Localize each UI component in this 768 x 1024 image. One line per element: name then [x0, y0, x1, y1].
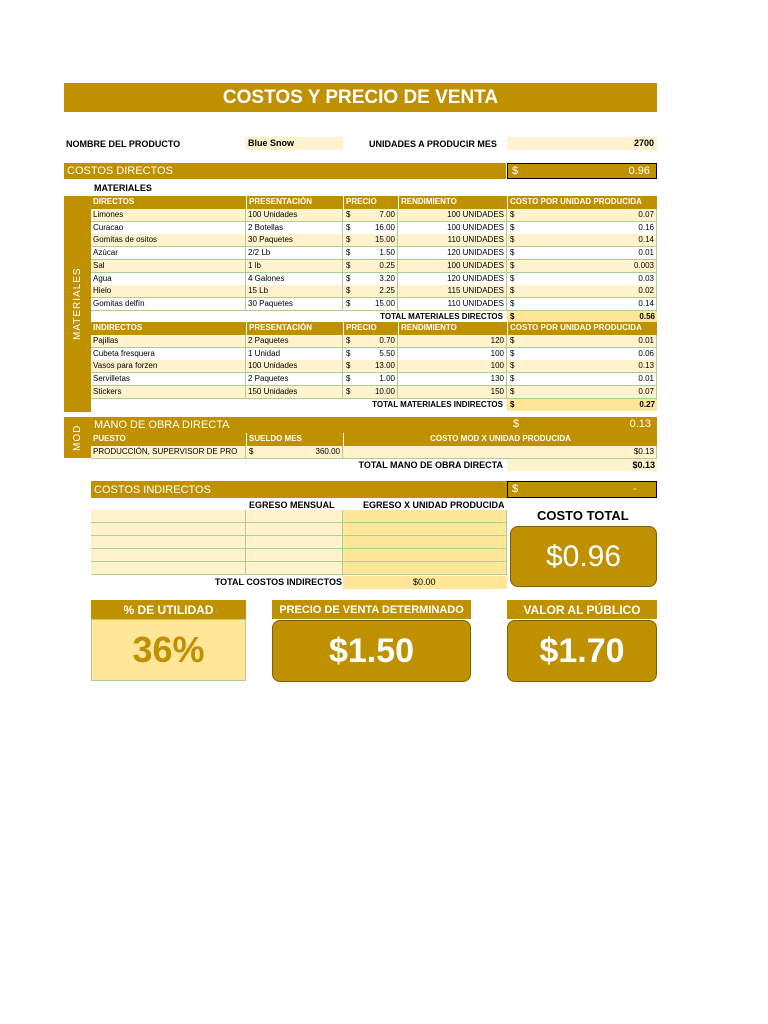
- currency-symbol: $: [249, 447, 254, 456]
- presentacion-cell[interactable]: 2 Paquetes: [246, 373, 343, 386]
- costos-indirectos-value: -: [633, 483, 637, 495]
- col-header-item: DIRECTOS: [91, 196, 246, 209]
- col-header-precio: PRECIO: [343, 196, 398, 209]
- item-cell[interactable]: Gomitas de ositos: [91, 234, 246, 247]
- currency-symbol: $: [346, 260, 351, 270]
- units-field[interactable]: 2700: [507, 137, 657, 150]
- costo-value: 0.01: [638, 336, 654, 345]
- ci-egreso-unidad-cell: [343, 562, 507, 575]
- presentacion-cell[interactable]: 150 Unidades: [246, 386, 343, 399]
- precio-value: 16.00: [374, 222, 395, 232]
- precio-value: 1.50: [379, 248, 395, 258]
- mod-total-value: $0.13: [507, 459, 657, 471]
- ci-egreso-unidad-cell: [343, 536, 507, 549]
- costo-cell: [507, 373, 657, 386]
- currency-symbol: $: [346, 298, 351, 308]
- currency-symbol: $: [510, 222, 515, 232]
- precio-value: 10.00: [374, 386, 395, 396]
- costos-indirectos-label: COSTOS INDIRECTOS: [91, 481, 507, 498]
- currency-symbol: $: [346, 273, 351, 283]
- rendimiento-cell[interactable]: 100: [398, 360, 507, 373]
- currency-symbol: $: [346, 336, 351, 345]
- costos-directos-value: 0.96: [628, 165, 650, 177]
- ci-egreso-unidad-cell: [343, 549, 507, 562]
- costo-value: 0.14: [638, 235, 654, 245]
- directos-table: [91, 196, 657, 326]
- currency-symbol: $: [510, 210, 515, 219]
- col-header-rendimiento: RENDIMIENTO: [398, 322, 507, 335]
- col-header-precio: PRECIO: [343, 322, 398, 335]
- currency-symbol: $: [510, 298, 515, 308]
- currency-symbol: $: [513, 418, 520, 430]
- col-header-sueldo: SUELDO MES: [246, 433, 343, 446]
- precio-value: 5.50: [379, 348, 395, 358]
- precio-cell[interactable]: [343, 260, 398, 273]
- col-header-puesto: PUESTO: [91, 433, 246, 446]
- ci-egreso-mensual-cell[interactable]: [246, 510, 343, 523]
- rendimiento-cell[interactable]: 110 UNIDADES: [398, 298, 507, 311]
- precio-venta-label: PRECIO DE VENTA DETERMINADO: [272, 600, 471, 619]
- ci-egreso-mensual-cell[interactable]: [246, 536, 343, 549]
- item-cell[interactable]: Cubeta fresquera: [91, 348, 246, 361]
- mod-sueldo-value: 360.00: [315, 447, 340, 456]
- item-cell[interactable]: Pajillas: [91, 335, 246, 348]
- col-header-costo-mod: COSTO MOD X UNIDAD PRODUCIDA: [343, 433, 657, 446]
- col-header-presentacion: PRESENTACIÓN: [246, 322, 343, 335]
- presentacion-cell[interactable]: 30 Paquetes: [246, 298, 343, 311]
- ci-total-value: $0.00: [343, 576, 507, 589]
- precio-value: 2.25: [379, 286, 395, 296]
- precio-value: 13.00: [374, 361, 395, 371]
- costo-cell: [507, 360, 657, 373]
- product-name-label: NOMBRE DEL PRODUCTO: [66, 139, 181, 149]
- item-cell[interactable]: Gomitas delfín: [91, 298, 246, 311]
- costo-cell: [507, 298, 657, 311]
- item-cell[interactable]: Azúcar: [91, 247, 246, 260]
- ci-egreso-unidad-cell: [343, 523, 507, 536]
- presentacion-cell[interactable]: 100 Unidades: [246, 209, 343, 222]
- mod-value: 0.13: [629, 418, 651, 430]
- col-header-egreso-unidad: EGRESO X UNIDAD PRODUCIDA: [363, 500, 505, 510]
- precio-cell[interactable]: [343, 386, 398, 399]
- precio-cell[interactable]: [343, 298, 398, 311]
- col-header-costo: COSTO POR UNIDAD PRODUCIDA: [507, 322, 657, 335]
- currency-symbol: $: [346, 222, 351, 232]
- rendimiento-cell[interactable]: 115 UNIDADES: [398, 285, 507, 298]
- currency-symbol: $: [346, 286, 351, 296]
- precio-value: 1.00: [379, 374, 395, 384]
- item-cell[interactable]: Hielo: [91, 285, 246, 298]
- presentacion-cell[interactable]: 4 Galones: [246, 273, 343, 286]
- presentacion-cell[interactable]: 2 Botellas: [246, 222, 343, 235]
- rendimiento-cell[interactable]: 110 UNIDADES: [398, 234, 507, 247]
- materiales-side-label: MATERIALES: [64, 196, 91, 412]
- mod-total-label: TOTAL MANO DE OBRA DIRECTA: [358, 460, 503, 470]
- presentacion-cell[interactable]: 2 Paquetes: [246, 335, 343, 348]
- presentacion-cell[interactable]: 30 Paquetes: [246, 234, 343, 247]
- rendimiento-cell[interactable]: 130: [398, 373, 507, 386]
- mod-costo-cell: $0.13: [343, 446, 657, 459]
- costos-indirectos-total: [507, 481, 657, 498]
- rendimiento-cell[interactable]: 120: [398, 335, 507, 348]
- costo-cell: [507, 285, 657, 298]
- currency-symbol: $: [346, 361, 351, 371]
- currency-symbol: $: [346, 374, 351, 384]
- ci-concept-cell[interactable]: [91, 549, 246, 562]
- item-cell[interactable]: Vasos para forzen: [91, 360, 246, 373]
- precio-cell[interactable]: [343, 209, 398, 222]
- costos-indirectos-grid: [91, 510, 507, 576]
- costo-cell: [507, 260, 657, 273]
- precio-cell[interactable]: [343, 222, 398, 235]
- currency-symbol: $: [510, 348, 515, 358]
- utilidad-label: % DE UTILIDAD: [91, 600, 246, 619]
- costo-cell: [507, 386, 657, 399]
- costos-directos-label: COSTOS DIRECTOS: [64, 163, 506, 179]
- product-name-field[interactable]: Blue Snow: [245, 137, 343, 150]
- precio-cell[interactable]: [343, 360, 398, 373]
- ci-egreso-unidad-cell: [343, 510, 507, 523]
- currency-symbol: $: [346, 235, 351, 245]
- precio-cell[interactable]: [343, 348, 398, 361]
- presentacion-cell[interactable]: 1 lb: [246, 260, 343, 273]
- costo-value: 0.003: [633, 260, 654, 270]
- page-title: COSTOS Y PRECIO DE VENTA: [64, 83, 657, 112]
- currency-symbol: $: [510, 311, 515, 321]
- units-label: UNIDADES A PRODUCIR MES: [369, 139, 497, 149]
- presentacion-cell[interactable]: 1 Unidad: [246, 348, 343, 361]
- costo-value: 0.01: [638, 374, 654, 384]
- costo-total-box: $0.96: [510, 526, 657, 587]
- total-value: [507, 399, 657, 411]
- precio-venta-box: $1.50: [272, 620, 471, 682]
- rendimiento-cell[interactable]: 150: [398, 386, 507, 399]
- precio-cell[interactable]: [343, 273, 398, 286]
- costo-value: 0.16: [638, 222, 654, 232]
- item-cell[interactable]: Servilletas: [91, 373, 246, 386]
- costo-cell: [507, 335, 657, 348]
- costo-value: 0.03: [638, 273, 654, 283]
- rendimiento-cell[interactable]: 120 UNIDADES: [398, 247, 507, 260]
- precio-value: 15.00: [374, 235, 395, 245]
- costo-cell: [507, 222, 657, 235]
- col-header-egreso-mensual: EGRESO MENSUAL: [249, 500, 335, 510]
- costo-cell: [507, 348, 657, 361]
- costo-value: 0.02: [638, 286, 654, 296]
- currency-symbol: $: [510, 273, 515, 283]
- ci-concept-cell[interactable]: [91, 536, 246, 549]
- currency-symbol: $: [512, 165, 519, 177]
- precio-cell[interactable]: [343, 285, 398, 298]
- precio-cell[interactable]: [343, 335, 398, 348]
- currency-symbol: $: [510, 248, 515, 258]
- rendimiento-cell[interactable]: 100 UNIDADES: [398, 260, 507, 273]
- currency-symbol: $: [510, 286, 515, 296]
- currency-symbol: $: [346, 210, 351, 219]
- utilidad-value[interactable]: 36%: [91, 619, 246, 681]
- ci-total-label: TOTAL COSTOS INDIRECTOS: [214, 577, 342, 587]
- costo-cell: [507, 234, 657, 247]
- costo-cell: [507, 247, 657, 260]
- costo-value: 0.06: [638, 348, 654, 358]
- costo-value: 0.13: [638, 361, 654, 371]
- mod-total: [507, 417, 657, 433]
- costo-value: 0.07: [638, 210, 654, 219]
- costo-total-label: COSTO TOTAL: [537, 508, 629, 523]
- valor-publico-box: $1.70: [507, 620, 657, 682]
- costo-cell: [507, 209, 657, 222]
- rendimiento-cell[interactable]: 120 UNIDADES: [398, 273, 507, 286]
- costo-value: 0.14: [638, 298, 654, 308]
- item-cell[interactable]: Limones: [91, 209, 246, 222]
- precio-cell[interactable]: [343, 373, 398, 386]
- rendimiento-cell[interactable]: 100 UNIDADES: [398, 222, 507, 235]
- total-number: 0.56: [639, 311, 655, 321]
- presentacion-cell[interactable]: 15 Lb: [246, 285, 343, 298]
- item-cell[interactable]: Agua: [91, 273, 246, 286]
- total-label: TOTAL MATERIALES INDIRECTOS: [372, 399, 503, 409]
- col-header-presentacion: PRESENTACIÓN: [246, 196, 343, 209]
- currency-symbol: $: [510, 336, 515, 345]
- ci-concept-cell[interactable]: [91, 510, 246, 523]
- presentacion-cell[interactable]: 2/2 Lb: [246, 247, 343, 260]
- mod-sueldo-cell[interactable]: [246, 446, 343, 459]
- total-label: TOTAL MATERIALES DIRECTOS: [380, 311, 503, 321]
- valor-publico-label: VALOR AL PÚBLICO: [507, 600, 657, 619]
- costo-cell: [507, 273, 657, 286]
- ci-egreso-mensual-cell[interactable]: [246, 562, 343, 575]
- currency-symbol: $: [510, 386, 515, 396]
- precio-cell[interactable]: [343, 234, 398, 247]
- col-header-rendimiento: RENDIMIENTO: [398, 196, 507, 209]
- currency-symbol: $: [346, 386, 351, 396]
- costo-value: 0.07: [638, 386, 654, 396]
- ci-egreso-mensual-cell[interactable]: [246, 549, 343, 562]
- currency-symbol: $: [510, 235, 515, 245]
- currency-symbol: $: [346, 348, 351, 358]
- costo-value: 0.01: [638, 248, 654, 258]
- currency-symbol: $: [510, 374, 515, 384]
- col-header-item: INDIRECTOS: [91, 322, 246, 335]
- precio-value: 7.00: [379, 210, 395, 219]
- currency-symbol: $: [510, 399, 515, 409]
- ci-concept-cell[interactable]: [91, 562, 246, 575]
- presentacion-cell[interactable]: 100 Unidades: [246, 360, 343, 373]
- costos-directos-total: [507, 163, 657, 179]
- item-cell[interactable]: Sal: [91, 260, 246, 273]
- ci-concept-cell[interactable]: [91, 523, 246, 536]
- total-number: 0.27: [639, 399, 655, 409]
- precio-value: 3.20: [379, 273, 395, 283]
- mod-puesto-cell[interactable]: PRODUCCIÓN, SUPERVISOR DE PRO: [91, 446, 246, 459]
- precio-cell[interactable]: [343, 247, 398, 260]
- rendimiento-cell[interactable]: 100 UNIDADES: [398, 209, 507, 222]
- col-header-costo: COSTO POR UNIDAD PRODUCIDA: [507, 196, 657, 209]
- total-value: [507, 311, 657, 323]
- currency-symbol: $: [510, 260, 515, 270]
- rendimiento-cell[interactable]: 100: [398, 348, 507, 361]
- materiales-label: MATERIALES: [94, 183, 152, 193]
- precio-value: 0.25: [379, 260, 395, 270]
- precio-value: 15.00: [374, 298, 395, 308]
- item-cell[interactable]: Curacao: [91, 222, 246, 235]
- mod-label: MANO DE OBRA DIRECTA: [91, 417, 507, 433]
- indirectos-table: [91, 322, 657, 412]
- item-cell[interactable]: Stickers: [91, 386, 246, 399]
- currency-symbol: $: [512, 483, 519, 495]
- precio-value: 0.70: [379, 336, 395, 345]
- currency-symbol: $: [510, 361, 515, 371]
- currency-symbol: $: [346, 248, 351, 258]
- ci-egreso-mensual-cell[interactable]: [246, 523, 343, 536]
- mod-side-label: MOD: [64, 417, 91, 458]
